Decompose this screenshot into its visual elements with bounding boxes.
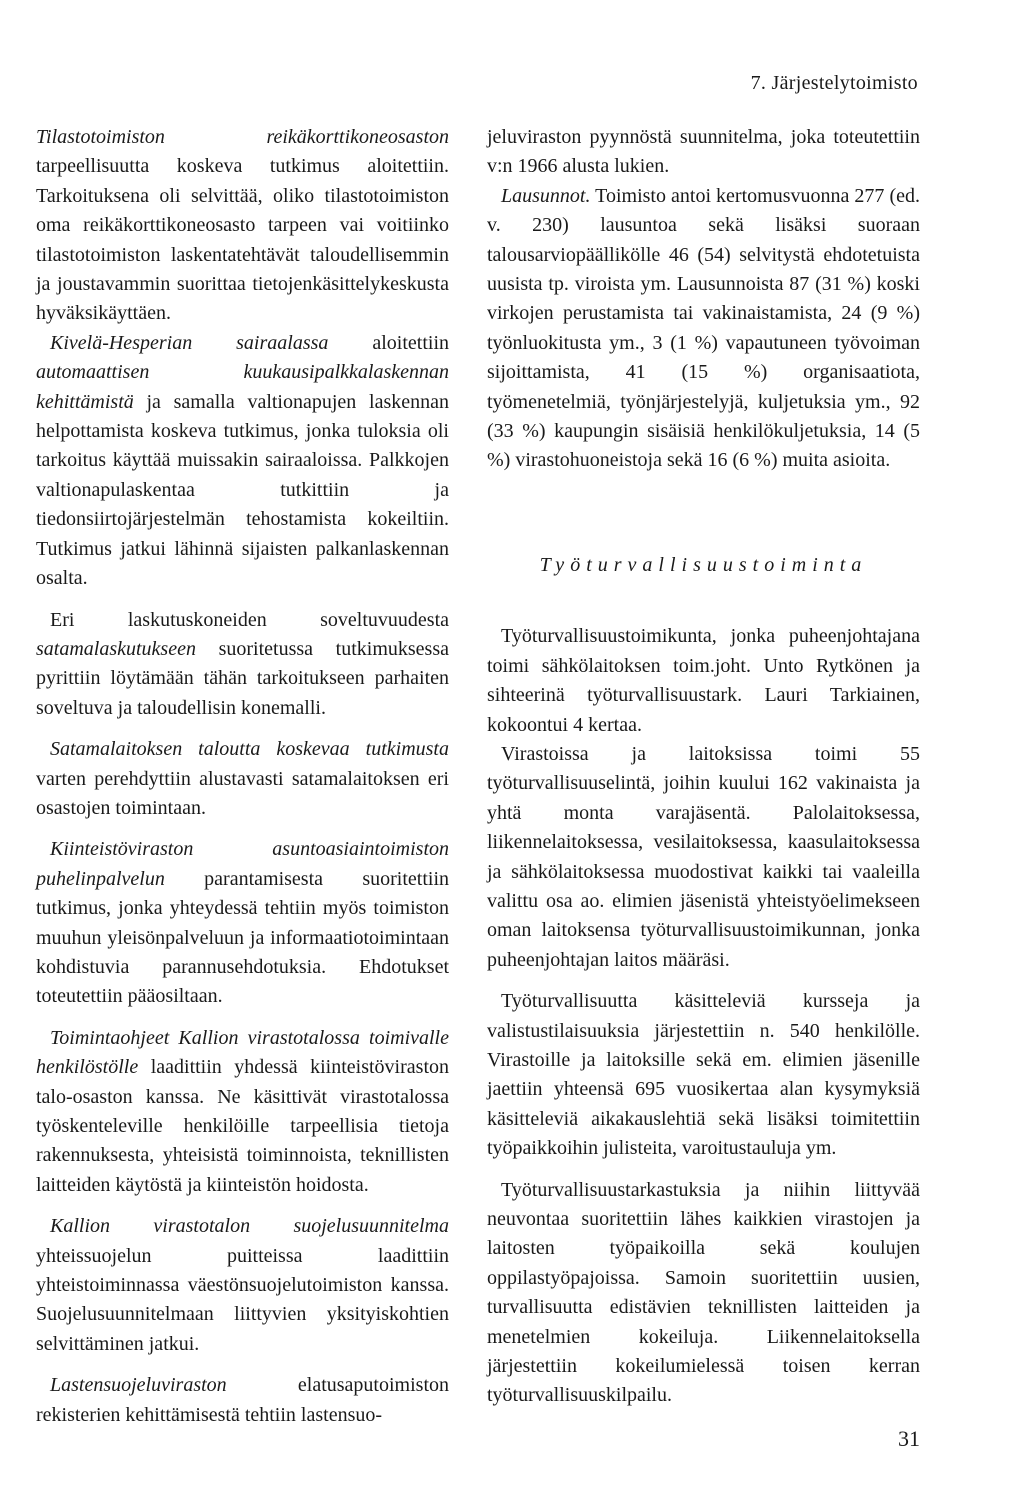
paragraph-text: elatusaputoimiston rekisterien kehittämisestä tehtiin lastensuo- bbox=[36, 1374, 449, 1426]
paragraph bbox=[36, 329, 449, 594]
paragraph-text: Eri laskutuskoneiden soveltuvuudesta bbox=[50, 608, 449, 631]
running-head: 7. Järjestelytoimisto bbox=[750, 72, 918, 94]
paragraph-text: laadittiin yhdessä kiinteistöviraston talo-osaston kanssa. Ne käsittivät virastotalossa työskenteleville henkilöille tarpeellisia tietoja rakennuksesta, yhteisistä toiminnoista, teknillisten laitteiden käytöstä ja kiinteistön hoidosta. bbox=[36, 1056, 449, 1196]
paragraph-text: aloitettiin bbox=[328, 331, 449, 354]
italic-term: Kivelä-Hesperian sairaalassa bbox=[50, 331, 329, 354]
paragraph-text: jeluviraston pyynnöstä suunnitelma, joka toteutettiin v:n 1966 alusta lukien. bbox=[487, 126, 920, 178]
paragraph-text: Työturvallisuustarkastuksia ja niihin liittyvää neuvontaa suoritettiin lähes kaikkien virastojen ja laitosten työpaikoilla sekä koulujen oppilastyöpajoissa. Samoin suoritettiin uusien, turvallisuutta edistävien teknillisten laitteiden ja menetelmien kokeiluja. Liikennelaitoksella järjestettiin kokeilumielessä toisen kerran työturvallisuuskilpailu. bbox=[487, 1178, 920, 1407]
paragraph bbox=[36, 735, 449, 823]
paragraph-text: tarpeellisuutta koskeva tutkimus aloitettiin. Tarkoituksena oli selvittää, oliko tilastotoimiston oma reikäkorttikoneosasto tarpeen vai voitiinko tilastotoimiston laskentatehtävät taloudellisemmin ja joustavammin suorittaa tietojenkäsittelykeskusta hyväksikäyttäen. bbox=[36, 155, 449, 325]
paragraph-text: ja samalla valtionapujen laskennan helpottamista koskeva tutkimus, jonka tuloksia oli tarkoitus käyttää muissakin sairaaloissa. Palkkojen valtionapulaskentaa tutkittiin ja tiedonsiirtojärjestelmän tehostamista kokeiltiin. Tutkimus jatkui lähinnä sijaisten palkanlaskennan osalta. bbox=[36, 390, 449, 590]
paragraph-text: Työturvallisuutta käsitteleviä kursseja ja valistustilaisuuksia järjestettiin n. 540 henkilölle. Virastoille ja laitoksille sekä em. elimien jäsenille jaettiin yhteensä 695 vuosikertaa alan kysymyksiä käsitteleviä aikakauslehtiä sekä lisäksi toimitettiin työpaikkoihin julisteita, varoitustauluja ym. bbox=[487, 990, 920, 1160]
right-column bbox=[487, 123, 920, 1411]
italic-term: Satamalaitoksen taloutta koskevaa tutkimusta bbox=[50, 738, 449, 761]
italic-term: satamalaskutukseen bbox=[36, 637, 196, 660]
italic-term: Lastensuojeluviraston bbox=[50, 1374, 227, 1397]
paragraph bbox=[487, 622, 920, 740]
paragraph bbox=[487, 182, 920, 476]
paragraph-text: varten perehdyttiin alustavasti satamalaitoksen eri osastojen toimintaan. bbox=[36, 767, 449, 819]
paragraph bbox=[487, 1176, 920, 1411]
italic-term: Lausunnot. bbox=[501, 184, 591, 207]
paragraph-text: parantamisesta suoritettiin tutkimus, jonka yhteydessä tehtiin myös toimiston muuhun yleisönpalveluun ja informaatiotoimintaan kohdistuvia parannusehdotuksia. Ehdotukset toteutettiin pääosiltaan. bbox=[36, 867, 449, 1008]
paragraph bbox=[36, 123, 449, 329]
italic-term: Kallion virastotalon suojelusuunnitelma bbox=[50, 1215, 449, 1238]
italic-term: Toimintaohjeet Kallion virastotalossa toimivalle henkilöstölle bbox=[36, 1026, 449, 1079]
paragraph bbox=[36, 1024, 449, 1200]
paragraph bbox=[36, 1371, 449, 1430]
paragraph bbox=[487, 987, 920, 1163]
italic-term: Tilastotoimiston reikäkorttikoneosaston bbox=[36, 126, 449, 148]
paragraph bbox=[36, 835, 449, 1011]
italic-term: automaattisen kuukausipalkkalaskennan kehittämistä bbox=[36, 361, 449, 413]
left-column bbox=[36, 123, 449, 1430]
paragraph bbox=[36, 606, 449, 724]
italic-term: Kiinteistöviraston asuntoasiaintoimiston puhelinpalvelun bbox=[36, 838, 449, 890]
paragraph bbox=[487, 123, 920, 182]
paragraph-text: Virastoissa ja laitoksissa toimi 55 työturvallisuuselintä, joihin kuului 162 vakinaista ja yhtä monta varajäsentä. Palolaitoksessa, liikennelaitoksessa, vesilaitoksessa, kaasulaitoksessa ja sähkölaitoksessa muodostivat kaikki tai vaaleilla valittu osa ao. elimien jäsenistä yhteistyöelimekseen oman laitoksensa työturvallisuustoimikunnan, jonka puheenjohtajan laitos määräsi. bbox=[487, 742, 920, 971]
page-number: 31 bbox=[898, 1426, 920, 1451]
paragraph-text: Toimisto antoi kertomusvuonna 277 (ed. v. 230) lausuntoa sekä lisäksi suoraan talousarviopäällikölle 46 (54) selvitystä ehdotetuista uusista tp. viroista ym. Lausunnoista 87 (31 %) koski virkojen perustamista tai vakinaistamista, 24 (9 %) työnluokitusta ym., 3 (1 %) vapautuneen työvoiman sijoittamista, 41 (15 %) organisaatiota, työmenetelmiä, työnjärjestelyjä, kuljetuksia ym., 92 (33 %) kaupungin sisäisiä henkilökuljetuksia, 14 (5 %) virastohuoneistoja sekä 16 (6 %) muita asioita. bbox=[487, 184, 920, 472]
paragraph bbox=[487, 740, 920, 975]
paragraph bbox=[36, 1212, 449, 1359]
paragraph-text: Työturvallisuustoimikunta, jonka puheenjohtajana toimi sähkölaitoksen toim.joht. Unto Rytkönen ja sihteerinä työturvallisuustark. Lauri Tarkiainen, kokoontui 4 kertaa. bbox=[487, 625, 920, 736]
paragraph-text: suoritetussa tutkimuksessa pyrittiin löytämään tähän tarkoitukseen parhaiten soveltuva ja taloudellisin konemalli. bbox=[36, 637, 449, 719]
paragraph-text: yhteissuojelun puitteissa laadittiin yhteistoiminnassa väestönsuojelutoimiston kanssa. Suojelusuunnitelmaan liittyvien yksityiskohtien selvittäminen jatkui. bbox=[36, 1244, 449, 1355]
section-heading: Työturvallisuustoiminta bbox=[539, 553, 868, 576]
